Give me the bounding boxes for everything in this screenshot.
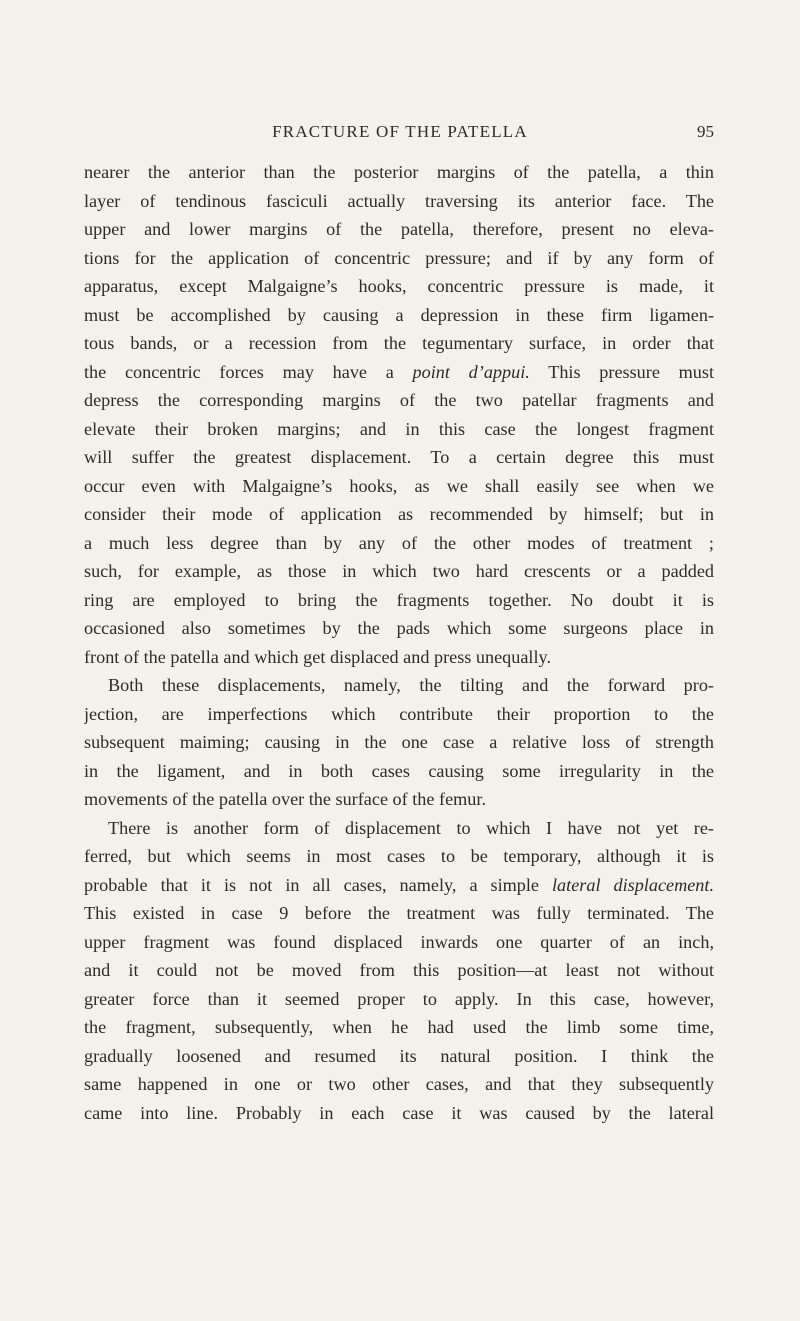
- text-line: greater force than it seemed proper to apply. In this case, however,: [84, 988, 714, 1009]
- text-line: in the ligament, and in both cases causing some irregularity in the: [84, 760, 714, 781]
- italic-phrase: lateral displacement.: [552, 874, 714, 895]
- text-line: must be accomplished by causing a depression in these firm ligamen-: [84, 304, 714, 325]
- text-line: will suffer the greatest displacement. To a certain degree this must: [84, 447, 714, 467]
- text-line: This existed in case 9 before the treatment was fully terminated. The: [84, 903, 714, 923]
- text-line: ferred, but which seems in most cases to be temporary, although it is: [84, 846, 714, 866]
- text-line: tions for the application of concentric pressure; and if by any form of: [84, 247, 714, 268]
- text-line: [84, 871, 714, 900]
- italic-phrase: point d’appui.: [412, 361, 530, 382]
- text-line: same happened in one or two other cases, and that they subsequently: [84, 1074, 714, 1094]
- text-line: such, for example, as those in which two hard crescents or a padded: [84, 561, 714, 581]
- text-line: depress the corresponding margins of the two patellar fragments and: [84, 390, 714, 410]
- text-line: a much less degree than by any of the other modes of treatment ;: [84, 532, 714, 553]
- text-line: occasioned also sometimes by the pads which some surgeons place in: [84, 618, 714, 638]
- text-line: jection, are imperfections which contribute their proportion to the: [84, 703, 714, 724]
- text-line: the fragment, subsequently, when he had used the limb some time,: [84, 1017, 714, 1037]
- text-line: [84, 358, 714, 387]
- page-number: 95: [697, 122, 714, 141]
- text-line: apparatus, except Malgaigne’s hooks, concentric pressure is made, it: [84, 276, 714, 296]
- text-line: upper fragment was found displaced inwards one quarter of an inch,: [84, 931, 714, 952]
- text-line: tous bands, or a recession from the tegumentary surface, in order that: [84, 333, 714, 353]
- text-line: nearer the anterior than the posterior margins of the patella, a thin: [84, 162, 714, 182]
- running-title: FRACTURE OF THE PATELLA: [272, 122, 528, 141]
- text-line: Both these displacements, namely, the tilting and the forward pro-: [108, 675, 714, 695]
- running-header: [0, 122, 800, 146]
- text-line: There is another form of displacement to which I have not yet re-: [108, 817, 714, 838]
- text-line: subsequent maiming; causing in the one case a relative loss of strength: [84, 732, 714, 752]
- text-line: ring are employed to bring the fragments together. No doubt it is: [84, 589, 714, 610]
- text-line: and it could not be moved from this position—at least not without: [84, 960, 714, 980]
- text-line: upper and lower margins of the patella, therefore, present no eleva-: [84, 219, 714, 239]
- text-line: came into line. Probably in each case it was caused by the lateral: [84, 1102, 714, 1123]
- text-line: gradually loosened and resumed its natural position. I think the: [84, 1045, 714, 1066]
- text-line: movements of the patella over the surface of the femur.: [84, 789, 486, 809]
- text-line: front of the patella and which get displaced and press unequally.: [84, 646, 551, 667]
- text-line: elevate their broken margins; and in this case the longest fragment: [84, 418, 714, 439]
- text-line: layer of tendinous fasciculi actually traversing its anterior face. The: [84, 190, 714, 211]
- text-segment: probable that it is not in all cases, namely, a simple: [84, 874, 552, 895]
- text-line: occur even with Malgaigne’s hooks, as we shall easily see when we: [84, 475, 714, 496]
- text-segment: This pressure must: [529, 361, 714, 382]
- body-text: [84, 158, 714, 1127]
- text-segment: the concentric forces may have a: [84, 361, 413, 382]
- text-line: consider their mode of application as recommended by himself; but in: [84, 504, 714, 524]
